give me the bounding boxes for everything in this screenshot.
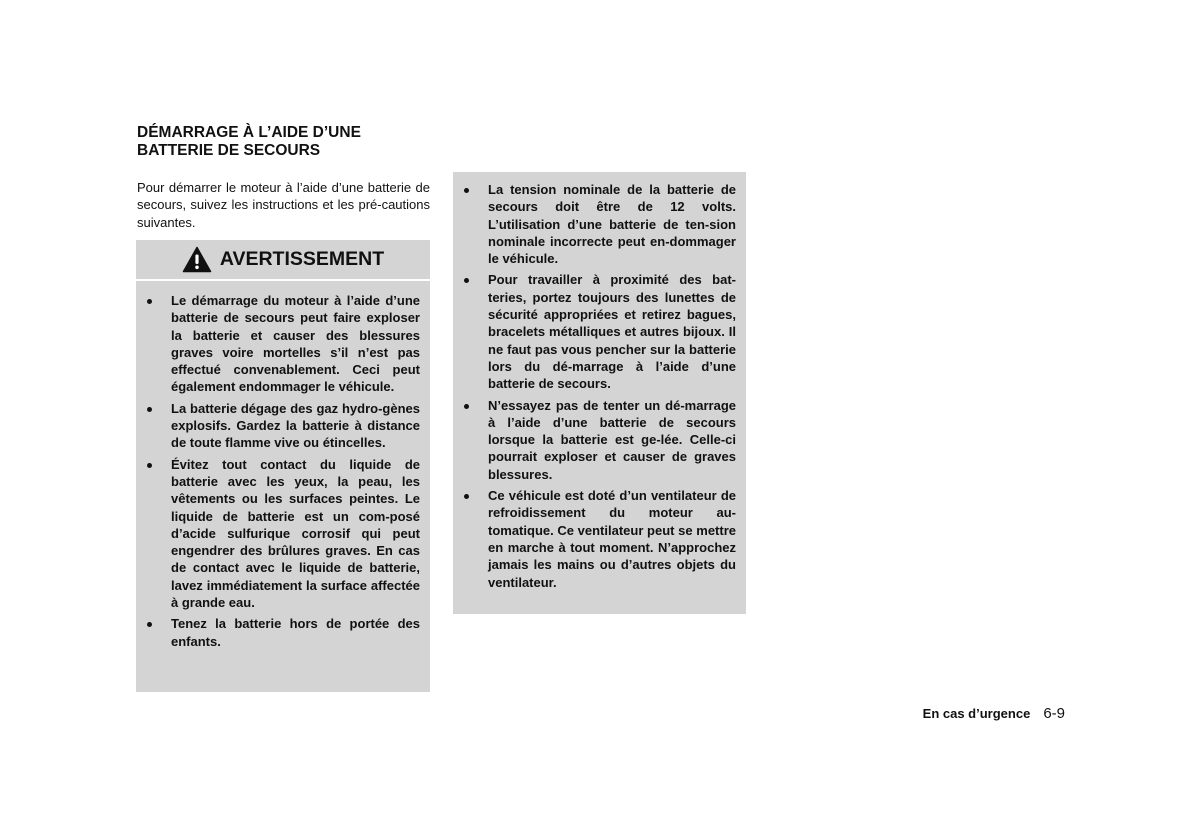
bullet-dot xyxy=(147,622,152,627)
warning-title: AVERTISSEMENT xyxy=(219,248,385,270)
bullet-dot xyxy=(464,404,469,409)
warning-item-text: La batterie dégage des gaz hydro-gènes explosifs. Gardez la batterie à distance de toute flamme vive ou étincelles. xyxy=(171,400,420,451)
bullet-dot xyxy=(147,463,152,468)
page-footer xyxy=(905,705,1065,722)
warning-item-text: Le démarrage du moteur à l’aide d’une batterie de secours peut faire exploser la batterie et causer des blessures graves voire mortelles s’il n’est pas effectué convenablement. Ceci peut également endommager le véhicule. xyxy=(171,293,420,395)
warning-item xyxy=(453,181,746,267)
intro-paragraph: Pour démarrer le moteur à l’aide d’une batterie de secours, suivez les instructions et les pré-cautions suivantes. xyxy=(137,180,430,230)
warning-item-text: Pour travailler à proximité des bat-teries, portez toujours des lunettes de sécurité appropriées et retirez bagues, bracelets métalliques et autres bijoux. Il ne faut pas vous pencher sur la batterie lors du dé-marrage à l’aide d’une batterie de secours. xyxy=(488,272,736,392)
warning-item xyxy=(136,292,430,396)
warning-box xyxy=(136,240,430,692)
warning-item-text: Ce véhicule est doté d’un ventilateur de refroidissement du moteur au-tomatique. Ce ventilateur peut se mettre en marche à tout moment. N’approchez jamais les mains ou d’autres objets du ventilateur. xyxy=(488,488,736,590)
warning-continued-list xyxy=(453,181,746,595)
warning-continued-box xyxy=(453,172,746,614)
warning-item xyxy=(136,615,430,650)
page-number: 6-9 xyxy=(1043,705,1065,722)
warning-item xyxy=(453,487,746,591)
footer-section-name: En cas d’urgence xyxy=(922,706,1031,721)
bullet-dot xyxy=(464,188,469,193)
warning-item xyxy=(136,400,430,452)
warning-item-text: Tenez la batterie hors de portée des enfants. xyxy=(171,616,420,649)
bullet-dot xyxy=(147,407,152,412)
warning-triangle-icon xyxy=(182,246,212,273)
section-title xyxy=(137,124,437,160)
bullet-dot xyxy=(147,299,152,304)
warning-header xyxy=(136,240,430,281)
warning-item xyxy=(453,271,746,392)
warning-item xyxy=(453,397,746,483)
warning-list xyxy=(136,292,430,654)
bullet-dot xyxy=(464,494,469,499)
section-title-line2: BATTERIE DE SECOURS xyxy=(137,142,321,159)
warning-item-text: La tension nominale de la batterie de secours doit être de 12 volts. L’utilisation d’une batterie de ten-sion nominale incorrecte peut en-dommager le véhicule. xyxy=(488,182,736,267)
bullet-dot xyxy=(464,278,469,283)
warning-item-text: Évitez tout contact du liquide de batterie avec les yeux, la peau, les vêtements ou les surfaces peintes. Le liquide de batterie est un com-posé d’acide sulfurique corrosif qui peut engendrer des brûlures graves. En cas de contact avec le liquide de batterie, lavez immédiatement la surface affectée à grande eau. xyxy=(171,456,420,611)
section-title-line1: DÉMARRAGE À L’AIDE D’UNE xyxy=(137,124,361,141)
warning-item xyxy=(136,456,430,612)
warning-item-text: N’essayez pas de tenter un dé-marrage à l’aide d’une batterie de secours lorsque la batterie est ge-lée. Celle-ci pourrait exploser et causer de graves blessures. xyxy=(488,397,736,482)
